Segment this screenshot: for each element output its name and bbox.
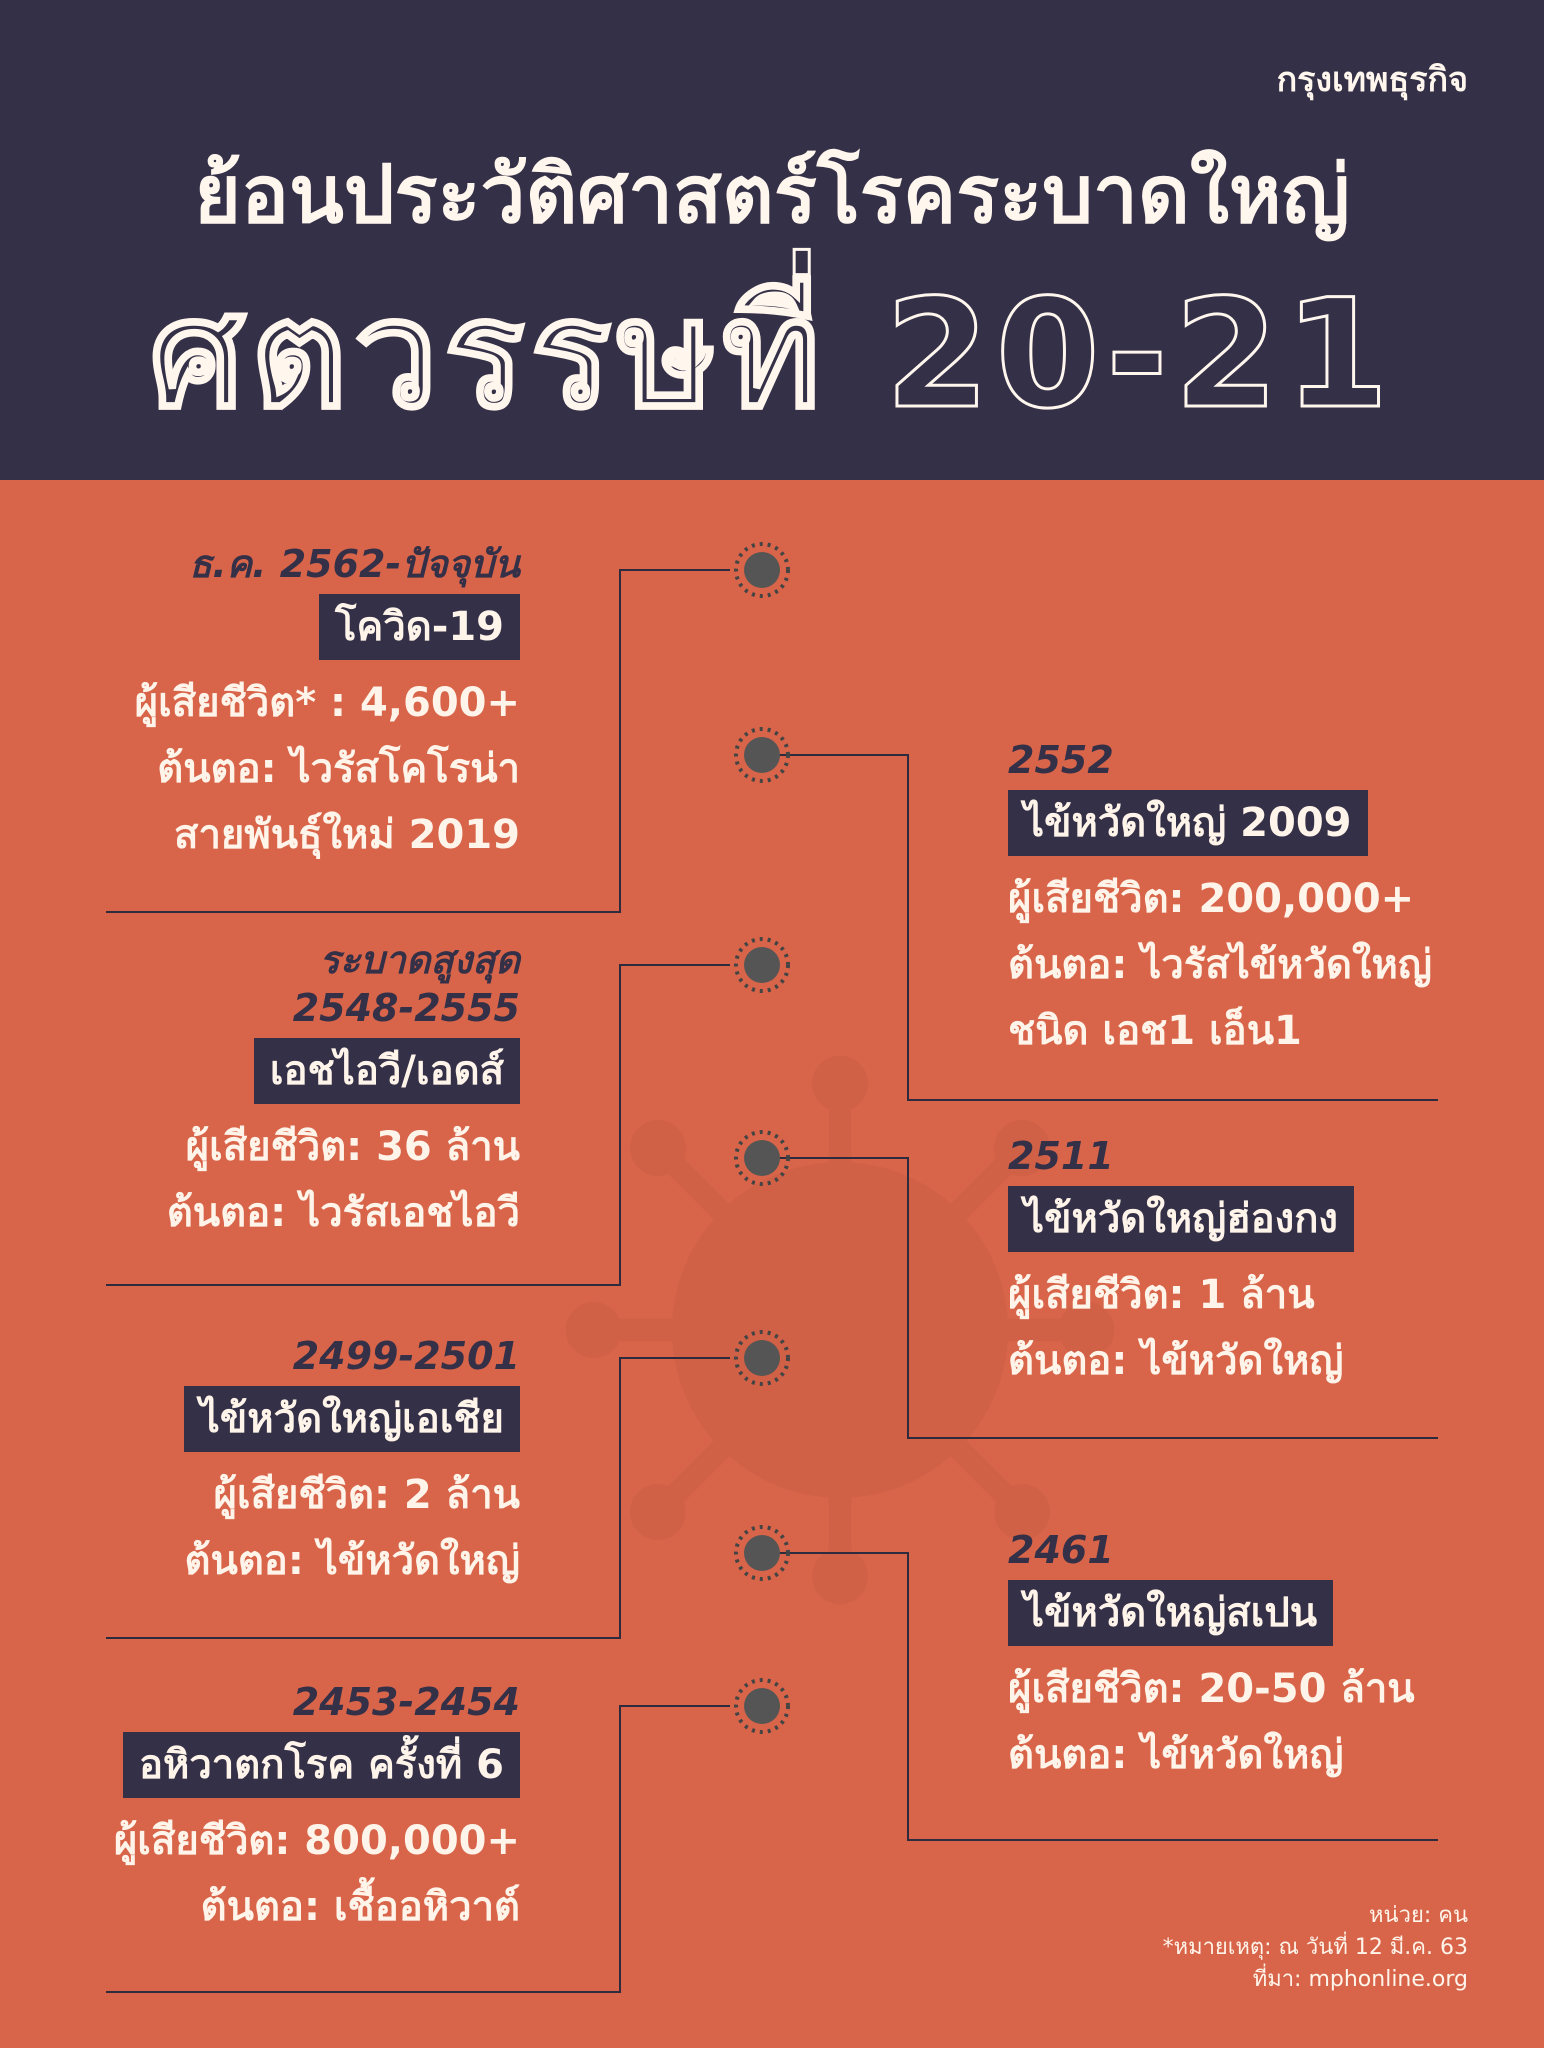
event-name: อหิวาตกโรค ครั้งที่ 6	[123, 1732, 520, 1798]
event-name: โควิด-19	[319, 594, 520, 660]
event-spanish-flu	[1008, 1526, 1415, 1788]
event-origin: ต้นตอ: ไข้หวัดใหญ่	[1008, 1732, 1344, 1778]
event-cholera	[114, 1678, 520, 1940]
source-note: ที่มา: mphonline.org	[1252, 1967, 1468, 1992]
header	[0, 0, 1544, 480]
virus-icon	[730, 1326, 794, 1390]
event-origin: ต้นตอ: ไข้หวัดใหญ่	[184, 1538, 520, 1584]
event-asian-flu	[184, 1332, 520, 1594]
event-origin: ต้นตอ: ไวรัสโคโรน่า	[157, 746, 520, 792]
event-hiv	[167, 936, 520, 1246]
event-deaths: ผู้เสียชีวิต: 2 ล้าน	[213, 1472, 520, 1518]
event-period: 2499-2501	[292, 1334, 520, 1378]
timeline	[0, 480, 1544, 2048]
event-origin: ต้นตอ: ไวรัสเอชไอวี	[166, 1190, 520, 1236]
event-name: ไข้หวัดใหญ่เอเชีย	[184, 1386, 520, 1452]
event-deaths: ผู้เสียชีวิต: 20-50 ล้าน	[1008, 1666, 1415, 1712]
event-deaths: ผู้เสียชีวิต: 800,000+	[113, 1818, 520, 1864]
event-origin-cont: สายพันธุ์ใหม่ 2019	[174, 812, 520, 858]
event-name: ไข้หวัดใหญ่ 2009	[1008, 790, 1368, 856]
event-deaths: ผู้เสียชีวิต* : 4,600+	[134, 680, 520, 726]
event-flu-2009	[1008, 736, 1432, 1064]
event-deaths: ผู้เสียชีวิต: 1 ล้าน	[1008, 1272, 1315, 1318]
unit-note: หน่วย: คน	[1369, 1903, 1468, 1928]
virus-icon	[730, 538, 794, 602]
event-name: ไข้หวัดใหญ่สเปน	[1008, 1580, 1333, 1646]
date-note: *หมายเหตุ: ณ วันที่ 12 มี.ค. 63	[1162, 1935, 1468, 1960]
virus-icon	[730, 933, 794, 997]
event-deaths: ผู้เสียชีวิต: 200,000+	[1008, 876, 1415, 922]
event-covid	[135, 540, 520, 868]
footer-notes	[1163, 1900, 1468, 1996]
page-title: ย้อนประวัติศาสตร์โรคระบาดใหญ่	[194, 148, 1350, 241]
event-deaths: ผู้เสียชีวิต: 36 ล้าน	[185, 1124, 520, 1170]
event-origin: ต้นตอ: ไวรัสไข้หวัดใหญ่	[1008, 942, 1432, 988]
virus-icon	[730, 723, 794, 787]
event-origin: ต้นตอ: เชื้ออหิวาต์	[200, 1884, 520, 1930]
virus-icon	[730, 1674, 794, 1738]
event-name: ไข้หวัดใหญ่ฮ่องกง	[1008, 1186, 1354, 1252]
event-period: 2453-2454	[292, 1680, 520, 1724]
event-origin: ต้นตอ: ไข้หวัดใหญ่	[1008, 1338, 1344, 1384]
page-subtitle: ศตวรรษที่ 20-21	[149, 268, 1395, 442]
event-name: เอชไอวี/เอดส์	[254, 1038, 520, 1104]
virus-icon	[730, 1521, 794, 1585]
event-period: 2548-2555	[292, 986, 520, 1030]
event-period-label: ระบาดสูงสุด	[319, 938, 520, 982]
event-period: 2461	[1008, 1528, 1114, 1572]
event-origin-cont: ชนิด เอช1 เอ็น1	[1008, 1008, 1302, 1054]
event-hongkong-flu	[1008, 1132, 1354, 1394]
event-period: 2511	[1008, 1134, 1114, 1178]
virus-icon	[730, 1126, 794, 1190]
brand-logo: กรุงเทพธุรกิจ	[1276, 60, 1468, 100]
event-period: 2552	[1008, 738, 1114, 782]
event-period: ธ.ค. 2562-ปัจจุบัน	[189, 542, 520, 586]
